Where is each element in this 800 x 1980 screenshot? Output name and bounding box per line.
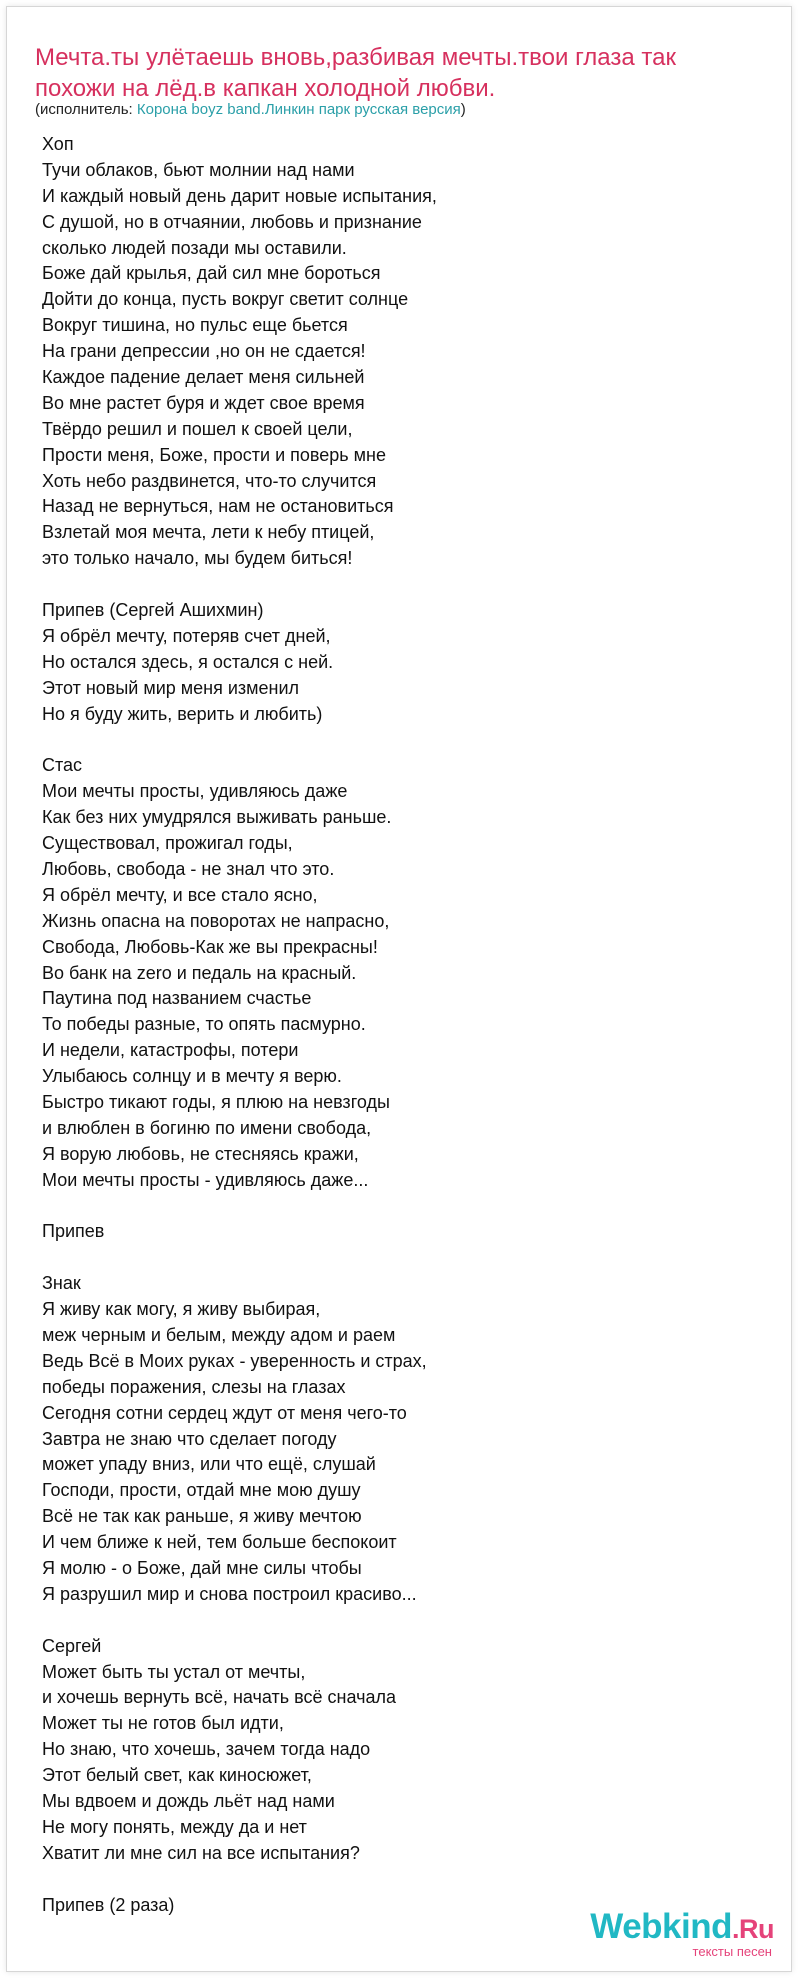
lyrics-line: Свобода, Любовь-Как же вы прекрасны! — [42, 936, 378, 957]
lyrics-line: может упаду вниз, или что ещё, слушай — [42, 1454, 376, 1475]
lyrics-line: Стас — [42, 755, 83, 776]
lyrics-line: Припев (2 раза) — [42, 1894, 175, 1915]
lyrics-line: Во мне растет буря и ждет свое время — [42, 392, 365, 413]
lyrics-line: меж черным и белым, между адом и раем — [42, 1324, 396, 1345]
lyrics-line: Мои мечты просты - удивляюсь даже... — [42, 1169, 369, 1190]
lyrics-line: Но остался здесь, я остался с ней. — [42, 651, 334, 672]
lyrics-line: Я обрёл мечту, потеряв счет дней, — [42, 625, 331, 646]
song-title: Мечта.ты улётаешь вновь,разбивая мечты.твои глаза так похожи на лёд.в капкан холодной любви. — [35, 44, 676, 102]
lyrics-line: Хватит ли мне сил на все испытания? — [42, 1842, 360, 1863]
lyrics-line: Тучи облаков, бьют молнии над нами — [42, 159, 355, 180]
lyrics-line: И чем ближе к ней, тем больше беспокоит — [42, 1532, 397, 1553]
lyrics-line: Во банк на zero и педаль на красный. — [42, 962, 357, 983]
lyrics-line: Не могу понять, между да и нет — [42, 1816, 307, 1837]
logo-brand: Webkind — [590, 1907, 732, 1946]
lyrics-line: Как без них умудрялся выживать раньше. — [42, 807, 392, 828]
performer-suffix: ) — [460, 101, 466, 118]
lyrics-line: И каждый новый день дарит новые испытания, — [42, 185, 437, 206]
lyrics-line: Существовал, прожигал годы, — [42, 833, 293, 854]
lyrics-line: и влюблен в богиню по имени свобода, — [42, 1117, 372, 1138]
lyrics-line: и хочешь вернуть всё, начать всё сначала — [42, 1687, 396, 1708]
lyrics-line: это только начало, мы будем биться! — [42, 548, 353, 569]
lyrics-line: Каждое падение делает меня сильней — [42, 367, 365, 388]
lyrics-line: сколько людей позади мы оставили. — [42, 237, 347, 258]
lyrics-line: Но знаю, что хочешь, зачем тогда надо — [42, 1739, 371, 1760]
lyrics-line: Любовь, свобода - не знал что это. — [42, 858, 335, 879]
lyrics-line: Прости меня, Боже, прости и поверь мне — [42, 444, 386, 465]
lyrics-line: Мы вдвоем и дождь льёт над нами — [42, 1791, 335, 1811]
lyrics-line: Может быть ты устал от мечты, — [42, 1661, 306, 1682]
lyrics-blank-line — [42, 1867, 742, 1893]
lyrics-line: Боже дай крылья, дай сил мне бороться — [42, 263, 381, 284]
site-logo[interactable] — [590, 1909, 774, 1958]
lyrics-blank-line — [42, 1194, 742, 1220]
lyrics-line: Я молю - о Боже, дай мне силы чтобы — [42, 1557, 362, 1578]
lyrics-line: Паутина под названием счастье — [42, 988, 312, 1009]
lyrics-line: На грани депрессии ,но он не сдается! — [42, 341, 366, 362]
logo-tld: .Ru — [732, 1914, 774, 1944]
lyrics-blank-line — [42, 572, 742, 598]
lyrics-line: Припев — [42, 1221, 105, 1242]
lyrics-line: И недели, катастрофы, потери — [42, 1040, 299, 1061]
lyrics-line: Знак — [42, 1273, 81, 1294]
lyrics-text — [42, 132, 742, 1918]
lyrics-line: Улыбаюсь солнцу и в мечту я верю. — [42, 1066, 342, 1087]
lyrics-line: Я разрушил мир и снова построил красиво... — [42, 1583, 417, 1604]
lyrics-line: Ведь Всё в Моих руках - уверенность и страх, — [42, 1350, 427, 1371]
lyrics-line: Твёрдо решил и пошел к своей цели, — [42, 418, 353, 439]
lyrics-line: Но я буду жить, верить и любить) — [42, 703, 323, 724]
logo-wordmark — [590, 1909, 774, 1947]
lyrics-line: Я ворую любовь, не стесняясь кражи, — [42, 1143, 359, 1164]
lyrics-line: Жизнь опасна на поворотах не напрасно, — [42, 910, 390, 931]
lyrics-line: Припев (Сергей Ашихмин) — [42, 600, 264, 621]
lyrics-line: Хоп — [42, 134, 74, 154]
lyrics-line: Может ты не готов был идти, — [42, 1713, 284, 1734]
lyrics-line: Мои мечты просты, удивляюсь даже — [42, 781, 348, 802]
lyrics-line: Дойти до конца, пусть вокруг светит солнце — [42, 289, 409, 310]
lyrics-line: Быстро тикают годы, я плюю на невзгоды — [42, 1091, 390, 1112]
performer-line — [35, 100, 466, 120]
lyrics-line: Этот новый мир меня изменил — [42, 677, 300, 698]
lyrics-line: Хоть небо раздвинется, что-то случится — [42, 470, 377, 491]
lyrics-line: С душой, но в отчаянии, любовь и признание — [42, 211, 422, 232]
lyrics-line: Вокруг тишина, но пульс еще бьется — [42, 315, 348, 336]
lyrics-line: Назад не вернуться, нам не остановиться — [42, 496, 394, 517]
lyrics-line: Сегодня сотни сердец ждут от меня чего-то — [42, 1402, 407, 1423]
lyrics-line: Завтра не знаю что сделает погоду — [42, 1428, 337, 1449]
lyrics-line: То победы разные, то опять пасмурно. — [42, 1014, 366, 1035]
logo-tagline: тексты песен — [692, 1944, 772, 1959]
lyrics-line: Я живу как могу, я живу выбирая, — [42, 1299, 321, 1320]
performer-prefix: (исполнитель: — [35, 101, 137, 118]
lyrics-line: Сергей — [42, 1635, 102, 1656]
lyrics-line: победы поражения, слезы на глазах — [42, 1376, 346, 1397]
lyrics-line: Я обрёл мечту, и все стало ясно, — [42, 884, 318, 905]
lyrics-blank-line — [42, 1608, 742, 1634]
lyrics-blank-line — [42, 727, 742, 753]
lyrics-blank-line — [42, 1245, 742, 1271]
lyrics-line: Всё не так как раньше, я живу мечтою — [42, 1506, 362, 1527]
lyrics-line: Этот белый свет, как киносюжет, — [42, 1765, 312, 1786]
performer-link[interactable]: Корона boyz band.Линкин парк русская версия — [136, 101, 461, 118]
lyrics-line: Господи, прости, отдай мне мою душу — [42, 1480, 361, 1501]
lyrics-line: Взлетай моя мечта, лети к небу птицей, — [42, 522, 375, 543]
